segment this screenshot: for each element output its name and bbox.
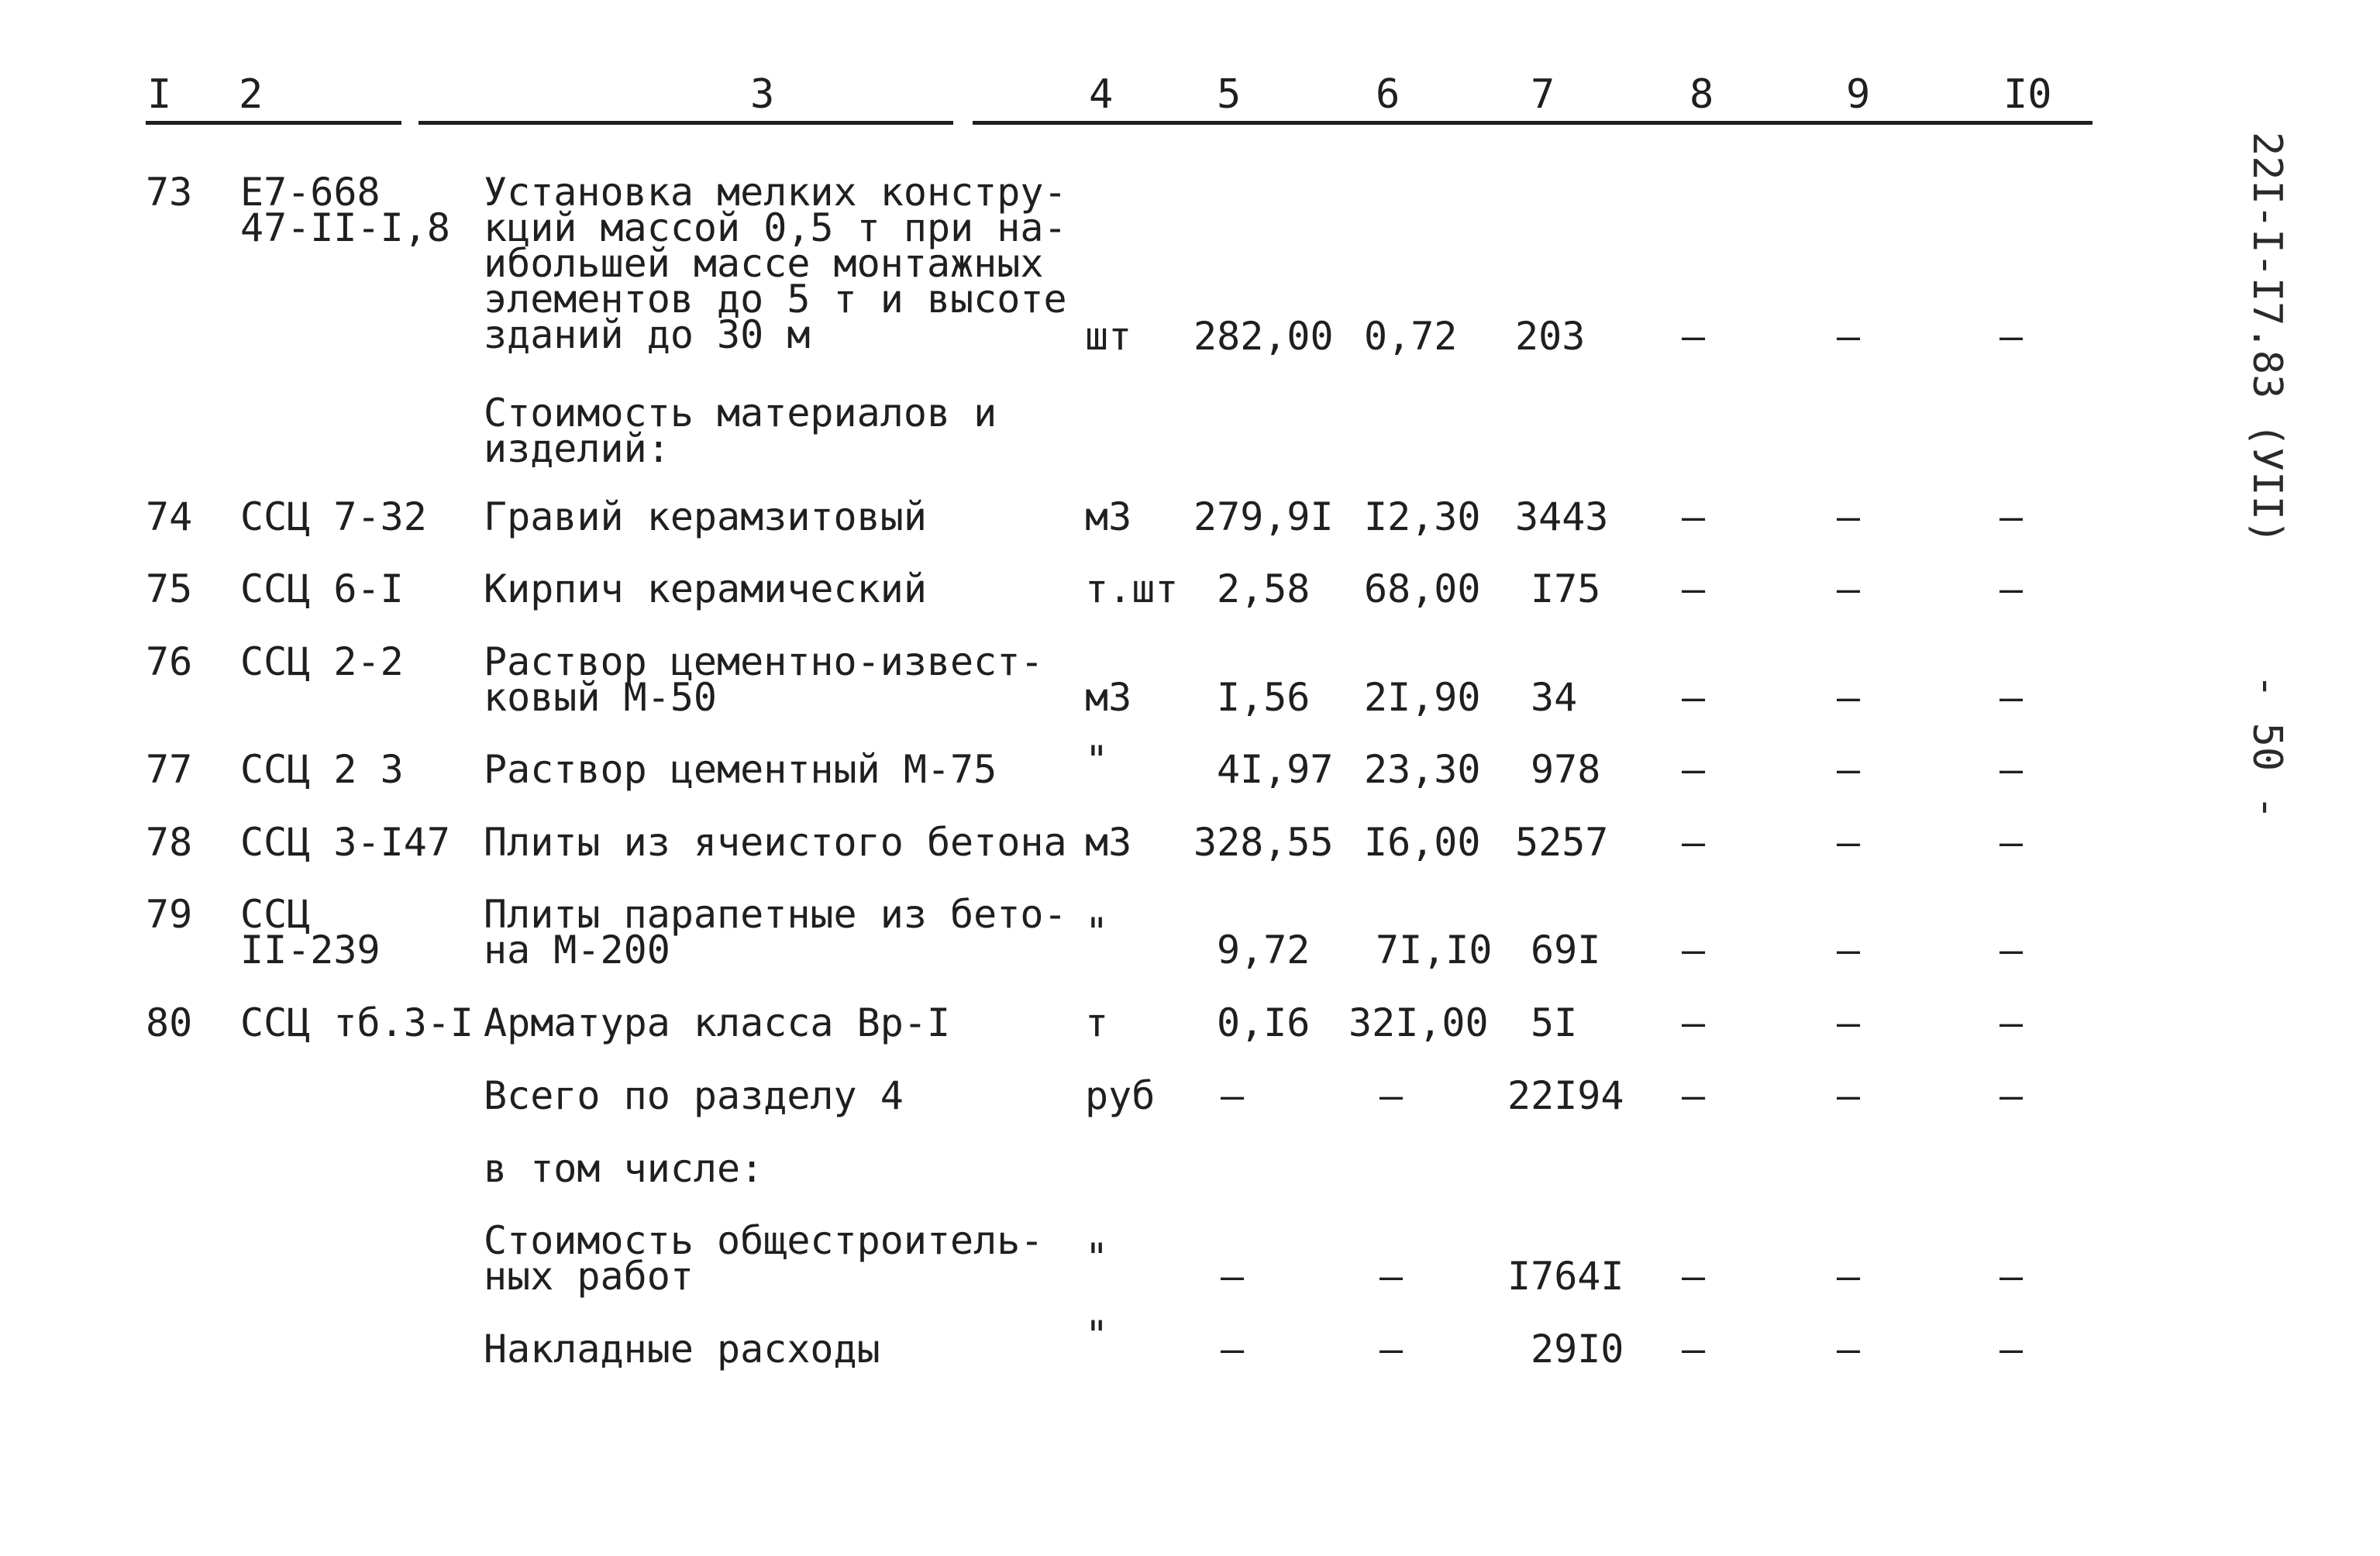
- quantity: 7I,I0: [1376, 928, 1493, 972]
- column-8-value: –: [1682, 1073, 1706, 1118]
- document-code: 22I-I-I7.83 (УII): [2244, 132, 2290, 545]
- column-header-7: 7: [1531, 71, 1555, 118]
- quantity: 0,72: [1364, 314, 1458, 359]
- total-cost: 34: [1531, 675, 1578, 720]
- column-8-value: –: [1682, 928, 1706, 972]
- rate-code: Е7-668 47-II-I,8: [240, 170, 450, 250]
- total-cost: 29I0: [1531, 1327, 1624, 1372]
- item-description: Плиты парапетные из бето- на М-200: [484, 892, 1067, 972]
- column-header-6: 6: [1376, 71, 1400, 118]
- total-cost: I764I: [1507, 1254, 1624, 1299]
- item-description: Гравий керамзитовый: [484, 494, 927, 539]
- column-10-value: –: [1999, 566, 2024, 611]
- unit: м3: [1085, 675, 1132, 720]
- column-9-value: –: [1837, 494, 1861, 539]
- unit-price: 4I,97: [1217, 747, 1334, 792]
- column-8-value: –: [1682, 675, 1706, 720]
- column-10-value: –: [1999, 820, 2024, 865]
- total-cost: 203: [1515, 314, 1586, 359]
- section-subheading: в том числе:: [484, 1146, 764, 1191]
- column-10-value: –: [1999, 675, 2024, 720]
- rate-code: ССЦ 7-32: [240, 494, 427, 539]
- total-cost: 5257: [1515, 820, 1609, 865]
- column-10-value: –: [1999, 494, 2024, 539]
- item-description: Всего по разделу 4: [484, 1073, 904, 1118]
- row-number: 75: [146, 566, 193, 611]
- total-cost: 3443: [1515, 494, 1609, 539]
- column-8-value: –: [1682, 1327, 1706, 1372]
- unit: ": [1085, 1313, 1109, 1358]
- unit-price: 2,58: [1217, 566, 1311, 611]
- column-header-8: 8: [1689, 71, 1714, 118]
- row-number: 77: [146, 747, 193, 792]
- unit: шт: [1085, 314, 1132, 359]
- column-9-value: –: [1837, 675, 1861, 720]
- column-10-value: –: [1999, 928, 2024, 972]
- unit-price: I,56: [1217, 675, 1311, 720]
- column-header-10: I0: [2003, 71, 2052, 118]
- total-cost: 69I: [1531, 928, 1601, 972]
- unit: м3: [1085, 820, 1132, 865]
- column-9-value: –: [1837, 820, 1861, 865]
- row-number: 76: [146, 639, 193, 684]
- quantity: 23,30: [1364, 747, 1481, 792]
- column-9-value: –: [1837, 1073, 1861, 1118]
- total-cost: 978: [1531, 747, 1601, 792]
- column-header-3: 3: [750, 71, 775, 118]
- item-description: Раствор цементно-извест- ковый М-50: [484, 639, 1044, 720]
- column-10-value: –: [1999, 1073, 2024, 1118]
- row-number: 78: [146, 820, 193, 865]
- row-number: 80: [146, 1000, 193, 1045]
- unit-price: 282,00: [1193, 314, 1334, 359]
- item-description: Установка мелких констру- кций массой 0,5 т при на- ибольшей массе монтажных элементов до 5 т и высоте зданий до 30 м: [484, 170, 1067, 357]
- unit: ": [1085, 910, 1109, 955]
- column-8-value: –: [1682, 820, 1706, 865]
- item-description: Арматура класса Вр-I: [484, 1000, 951, 1045]
- quantity: I2,30: [1364, 494, 1481, 539]
- column-8-value: –: [1682, 494, 1706, 539]
- quantity: –: [1379, 1327, 1404, 1372]
- quantity: 32I,00: [1348, 1000, 1489, 1045]
- rate-code: ССЦ 2-2: [240, 639, 404, 684]
- column-10-value: –: [1999, 1327, 2024, 1372]
- unit: т.шт: [1085, 566, 1179, 611]
- column-9-value: –: [1837, 314, 1861, 359]
- item-description: Плиты из ячеистого бетона: [484, 820, 1067, 865]
- column-8-value: –: [1682, 747, 1706, 792]
- column-9-value: –: [1837, 566, 1861, 611]
- item-description: Раствор цементный М-75: [484, 747, 997, 792]
- section-subheading: Стоимость материалов и изделий:: [484, 391, 997, 471]
- quantity: 2I,90: [1364, 675, 1481, 720]
- column-10-value: –: [1999, 1254, 2024, 1299]
- unit: ": [1085, 1235, 1109, 1280]
- unit-price: –: [1221, 1073, 1245, 1118]
- item-description: Кирпич керамический: [484, 566, 927, 611]
- unit-price: 0,I6: [1217, 1000, 1311, 1045]
- total-cost: I75: [1531, 566, 1601, 611]
- rate-code: ССЦ 2 3: [240, 747, 404, 792]
- column-10-value: –: [1999, 747, 2024, 792]
- unit-price: 328,55: [1193, 820, 1334, 865]
- header-rule: [973, 121, 2092, 125]
- rate-code: ССЦ II-239: [240, 892, 381, 972]
- total-cost: 22I94: [1507, 1073, 1624, 1118]
- rate-code: ССЦ тб.3-I: [240, 1000, 474, 1045]
- total-cost: 5I: [1531, 1000, 1578, 1045]
- unit: ": [1085, 738, 1109, 783]
- unit: т: [1085, 1000, 1109, 1045]
- column-9-value: –: [1837, 747, 1861, 792]
- item-description: Накладные расходы: [484, 1327, 880, 1372]
- item-description: Стоимость общестроитель- ных работ: [484, 1218, 1044, 1299]
- column-header-1: I: [147, 71, 172, 118]
- unit-price: 9,72: [1217, 928, 1311, 972]
- quantity: –: [1379, 1254, 1404, 1299]
- column-header-2: 2: [239, 71, 263, 118]
- unit: руб: [1085, 1073, 1156, 1118]
- column-9-value: –: [1837, 928, 1861, 972]
- header-rule: [418, 121, 953, 125]
- page-number: - 50 -: [2244, 674, 2290, 820]
- quantity: 68,00: [1364, 566, 1481, 611]
- row-number: 74: [146, 494, 193, 539]
- rate-code: ССЦ 3-I47: [240, 820, 450, 865]
- row-number: 79: [146, 892, 193, 937]
- column-8-value: –: [1682, 566, 1706, 611]
- column-9-value: –: [1837, 1327, 1861, 1372]
- quantity: I6,00: [1364, 820, 1481, 865]
- column-9-value: –: [1837, 1000, 1861, 1045]
- row-number: 73: [146, 170, 193, 215]
- column-header-4: 4: [1089, 71, 1114, 118]
- unit: м3: [1085, 494, 1132, 539]
- unit-price: –: [1221, 1254, 1245, 1299]
- unit-price: –: [1221, 1327, 1245, 1372]
- column-8-value: –: [1682, 314, 1706, 359]
- quantity: –: [1379, 1073, 1404, 1118]
- column-10-value: –: [1999, 314, 2024, 359]
- unit-price: 279,9I: [1193, 494, 1334, 539]
- column-header-5: 5: [1217, 71, 1242, 118]
- column-header-9: 9: [1846, 71, 1871, 118]
- rate-code: ССЦ 6-I: [240, 566, 404, 611]
- column-10-value: –: [1999, 1000, 2024, 1045]
- column-9-value: –: [1837, 1254, 1861, 1299]
- column-8-value: –: [1682, 1000, 1706, 1045]
- header-rule: [146, 121, 401, 125]
- column-8-value: –: [1682, 1254, 1706, 1299]
